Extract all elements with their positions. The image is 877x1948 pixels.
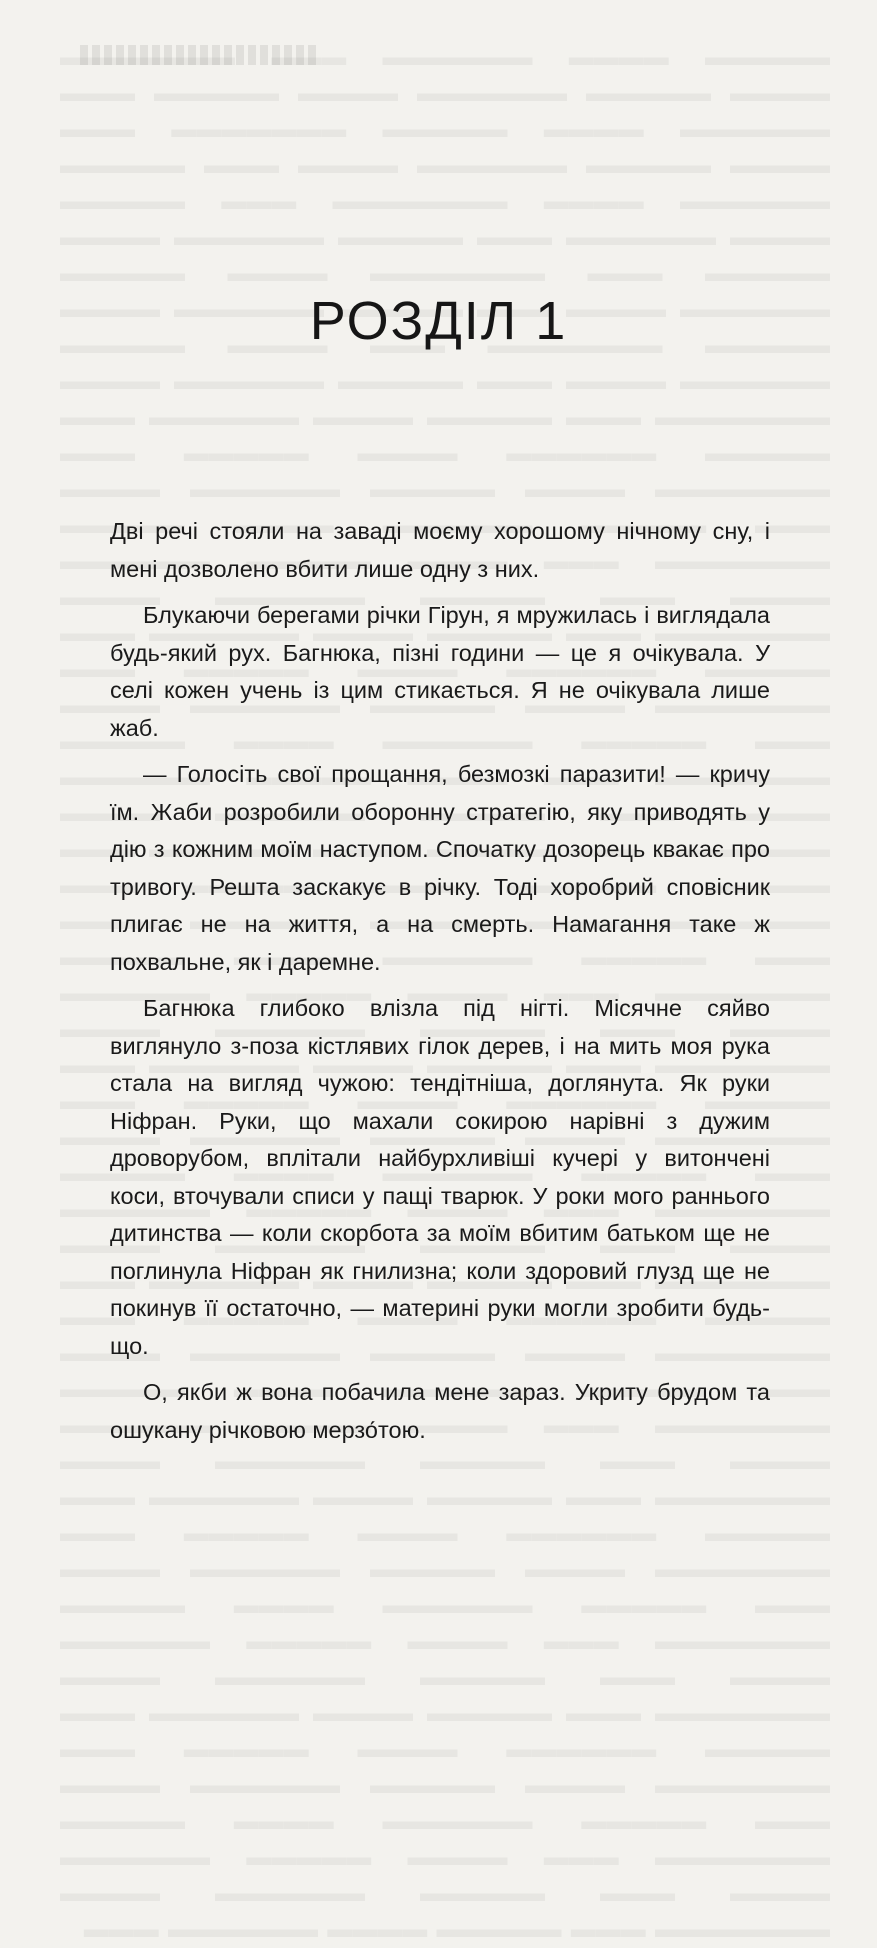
bleed-through-running-head — [80, 45, 320, 65]
chapter-title: РОЗДІЛ 1 — [309, 291, 568, 351]
paragraph-3: — Голосіть свої прощання, безмозкі паразити! — кричу їм. Жаби розробили оборонну стратегію, яку приводять у дію з кожним моїм наступом. Спочатку дозорець квакає про тривогу. Решта заскакує в річку. Тоді хоробрий сповісник плигає не на життя, а на смерть. Намагання таке ж похвальне, як і даремне. — [110, 761, 770, 975]
paragraph-5: О, якби ж вона побачила мене зараз. Укриту брудом та ошукану річковою мерзо́тою. — [110, 1379, 770, 1443]
paragraph-4: Багнюка глибоко влізла під нігті. Місячне сяйво виглянуло з-поза кістлявих гілок дерев, і на мить моя рука стала на вигляд чужою: тендітніша, доглянута. Як руки Ніфран. Руки, що махали сокирою нарівні з дужим дроворубом, вплітали найбурхливіші кучері у витончені коси, вточували списи у пащі тварюк. У роки мого раннього дитинства — коли скорбота за моїм вбитим батьком ще не поглинула Ніфран як гнилизна; коли здоровий глузд ще не покинув її остаточно, — материні руки могли зробити будь-що. — [110, 995, 770, 1359]
paragraph-2: Блукаючи берегами річки Гірун, я мружилась і виглядала будь-який рух. Багнюка, пізні години — це я очікувала. У селі кожен учень із цим стикається. Я не очікувала лише жаб. — [110, 602, 770, 741]
paragraph-1: Дві речі стояли на заваді моєму хорошому нічному сну, і мені дозволено вбити лише одну з них. — [110, 518, 770, 582]
chapter-body — [110, 513, 770, 1458]
